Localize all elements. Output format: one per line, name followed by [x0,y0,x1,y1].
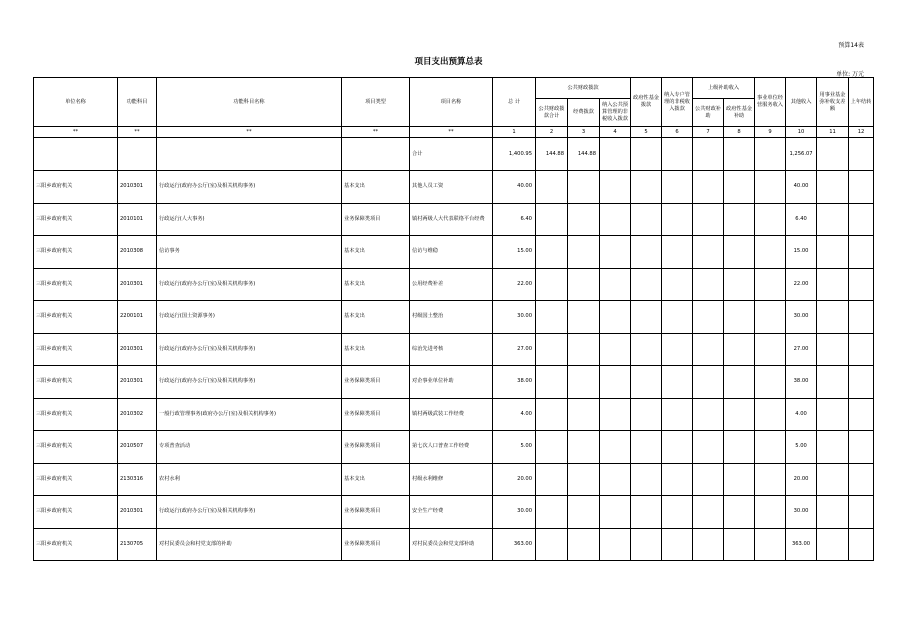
unit-label: 单位: 万元 [836,71,864,78]
row-unit-name: 三阳乡政府机关 [34,171,118,204]
row-other-income: 22.00 [786,268,817,301]
row-project-type: 基本支出 [342,333,410,366]
header-project-type: 项目类型 [342,78,410,127]
row-total: 15.00 [493,236,536,269]
row-unit-name: 三阳乡政府机关 [34,236,118,269]
row-func-name: 行政运行(政府办公厅(室)及相关机构事务) [157,171,342,204]
row-func-code: 2200101 [118,301,157,334]
index-cell: 8 [724,127,755,138]
row-project-type: 业务保障类项目 [342,496,410,529]
row-func-name: 信访事务 [157,236,342,269]
row-func-code: 2010101 [118,203,157,236]
row-total: 363.00 [493,528,536,561]
row-total: 38.00 [493,366,536,399]
row-unit-name: 三阳乡政府机关 [34,431,118,464]
header-project-name: 项目名称 [410,78,493,127]
row-total: 27.00 [493,333,536,366]
row-func-code: 2010302 [118,398,157,431]
header-operating-income: 事业单位经营服务收入 [755,78,786,127]
row-project-type: 业务保障类项目 [342,203,410,236]
table-row [34,366,874,399]
row-other-income: 15.00 [786,236,817,269]
row-unit-name: 三阳乡政府机关 [34,301,118,334]
row-total: 20.00 [493,463,536,496]
row-project-name: 公用经费补差 [410,268,493,301]
index-cell: 2 [536,127,568,138]
header-gov-fund: 政府性基金拨款 [631,78,662,127]
index-cell: 7 [693,127,724,138]
row-project-name: 其他人员工资 [410,171,493,204]
row-total: 40.00 [493,171,536,204]
index-cell: 9 [755,127,786,138]
table-row [34,431,874,464]
index-cell: 10 [786,127,817,138]
page-title: 项目支出预算总表 [414,57,483,67]
row-unit-name: 三阳乡政府机关 [34,203,118,236]
index-cell: ** [342,127,410,138]
data-rows [34,171,874,561]
row-func-code: 2010301 [118,333,157,366]
index-cell: ** [34,127,118,138]
total-public-sum: 144.88 [536,138,568,171]
index-cell: 5 [631,127,662,138]
row-func-code: 2010507 [118,431,157,464]
total-amount: 1,400.95 [493,138,536,171]
row-func-code: 2010301 [118,268,157,301]
header-other-income: 其他收入 [786,78,817,127]
report-number: 预算14表 [838,42,864,49]
row-project-type: 业务保障类项目 [342,398,410,431]
index-row [34,127,874,138]
row-func-name: 行政运行(政府办公厅(室)及相关机构事务) [157,333,342,366]
header-special-account: 纳入专户管理的非税收入拨款 [662,78,693,127]
row-project-type: 基本支出 [342,301,410,334]
table-row [34,333,874,366]
table-row [34,463,874,496]
row-unit-name: 三阳乡政府机关 [34,463,118,496]
header-superior-subsidy: 上级补助收入 [693,78,755,99]
row-total: 22.00 [493,268,536,301]
row-other-income: 363.00 [786,528,817,561]
row-unit-name: 三阳乡政府机关 [34,333,118,366]
row-other-income: 6.40 [786,203,817,236]
row-func-name: 行政运行(政府办公厅(室)及相关机构事务) [157,496,342,529]
row-total: 6.40 [493,203,536,236]
table-row [34,203,874,236]
row-unit-name: 三阳乡政府机关 [34,528,118,561]
row-project-type: 基本支出 [342,171,410,204]
header-operating-funds: 经费拨款 [568,99,600,127]
row-project-name: 安全生产经费 [410,496,493,529]
row-project-type: 业务保障类项目 [342,366,410,399]
header-superior-public: 公共财政补助 [693,99,724,127]
row-unit-name: 三阳乡政府机关 [34,496,118,529]
row-project-type: 业务保障类项目 [342,431,410,464]
header-func-name: 功能科目名称 [157,78,342,127]
index-cell: 4 [600,127,631,138]
row-unit-name: 三阳乡政府机关 [34,268,118,301]
table-row [34,236,874,269]
total-operating: 144.88 [568,138,600,171]
index-cell: 1 [493,127,536,138]
total-other: 1,256.07 [786,138,817,171]
row-other-income: 30.00 [786,301,817,334]
row-total: 5.00 [493,431,536,464]
row-total: 30.00 [493,301,536,334]
row-func-name: 行政运行(政府办公厅(室)及相关机构事务) [157,366,342,399]
index-cell: 3 [568,127,600,138]
row-other-income: 30.00 [786,496,817,529]
row-other-income: 38.00 [786,366,817,399]
row-func-name: 专项普查活动 [157,431,342,464]
total-row [34,138,874,171]
row-func-code: 2010301 [118,171,157,204]
row-func-name: 行政运行(政府办公厅(室)及相关机构事务) [157,268,342,301]
table-row [34,301,874,334]
header-fund-balance: 用事业基金弥补收支差额 [817,78,849,127]
row-total: 4.00 [493,398,536,431]
row-other-income: 40.00 [786,171,817,204]
header-superior-gov-fund: 政府性基金补助 [724,99,755,127]
row-func-code: 2010301 [118,366,157,399]
row-project-name: 镇村两级武装工作经费 [410,398,493,431]
row-func-name: 行政运行(国土资源事务) [157,301,342,334]
row-other-income: 27.00 [786,333,817,366]
index-cell: ** [410,127,493,138]
row-project-name: 村级水利维修 [410,463,493,496]
row-project-name: 镇村两级人大代表联络平台经费 [410,203,493,236]
header-budget-income: 纳入公共预算管理的非税收入拨款 [600,99,631,127]
row-func-name: 对村民委员会和村党支部的补助 [157,528,342,561]
header-row-1 [34,78,874,99]
row-project-type: 基本支出 [342,463,410,496]
header-last-year-carry: 上年结转 [849,78,874,127]
table-row [34,171,874,204]
row-func-code: 2010301 [118,496,157,529]
budget-table [33,77,874,561]
row-project-name: 信访与维稳 [410,236,493,269]
index-cell: 6 [662,127,693,138]
row-project-name: 综治先进考核 [410,333,493,366]
row-total: 30.00 [493,496,536,529]
row-func-code: 2130705 [118,528,157,561]
row-other-income: 5.00 [786,431,817,464]
row-project-type: 业务保障类项目 [342,528,410,561]
header-unit-name: 单位名称 [34,78,118,127]
row-func-name: 行政运行(人大事务) [157,203,342,236]
row-project-type: 基本支出 [342,268,410,301]
header-total: 总 计 [493,78,536,127]
row-func-code: 2010308 [118,236,157,269]
table-row [34,528,874,561]
row-unit-name: 三阳乡政府机关 [34,366,118,399]
index-cell: 11 [817,127,849,138]
table-row [34,496,874,529]
row-project-name: 对企事业单位补助 [410,366,493,399]
row-func-name: 农村水利 [157,463,342,496]
header-func-code: 功能科目 [118,78,157,127]
index-cell: ** [118,127,157,138]
row-project-name: 第七次人口普查工作经费 [410,431,493,464]
header-public-sum: 公共财政拨款合计 [536,99,568,127]
row-other-income: 20.00 [786,463,817,496]
total-label: 合计 [410,138,493,171]
row-project-type: 基本支出 [342,236,410,269]
row-func-name: 一般行政管理事务(政府办公厅(室)及相关机构事务) [157,398,342,431]
row-unit-name: 三阳乡政府机关 [34,398,118,431]
row-project-name: 村级国土整治 [410,301,493,334]
row-func-code: 2130316 [118,463,157,496]
table-row [34,398,874,431]
table-row [34,268,874,301]
header-public-finance: 公共财政拨款 [536,78,631,99]
row-other-income: 4.00 [786,398,817,431]
index-cell: ** [157,127,342,138]
row-project-name: 对村民委员会和党支部补助 [410,528,493,561]
index-cell: 12 [849,127,874,138]
